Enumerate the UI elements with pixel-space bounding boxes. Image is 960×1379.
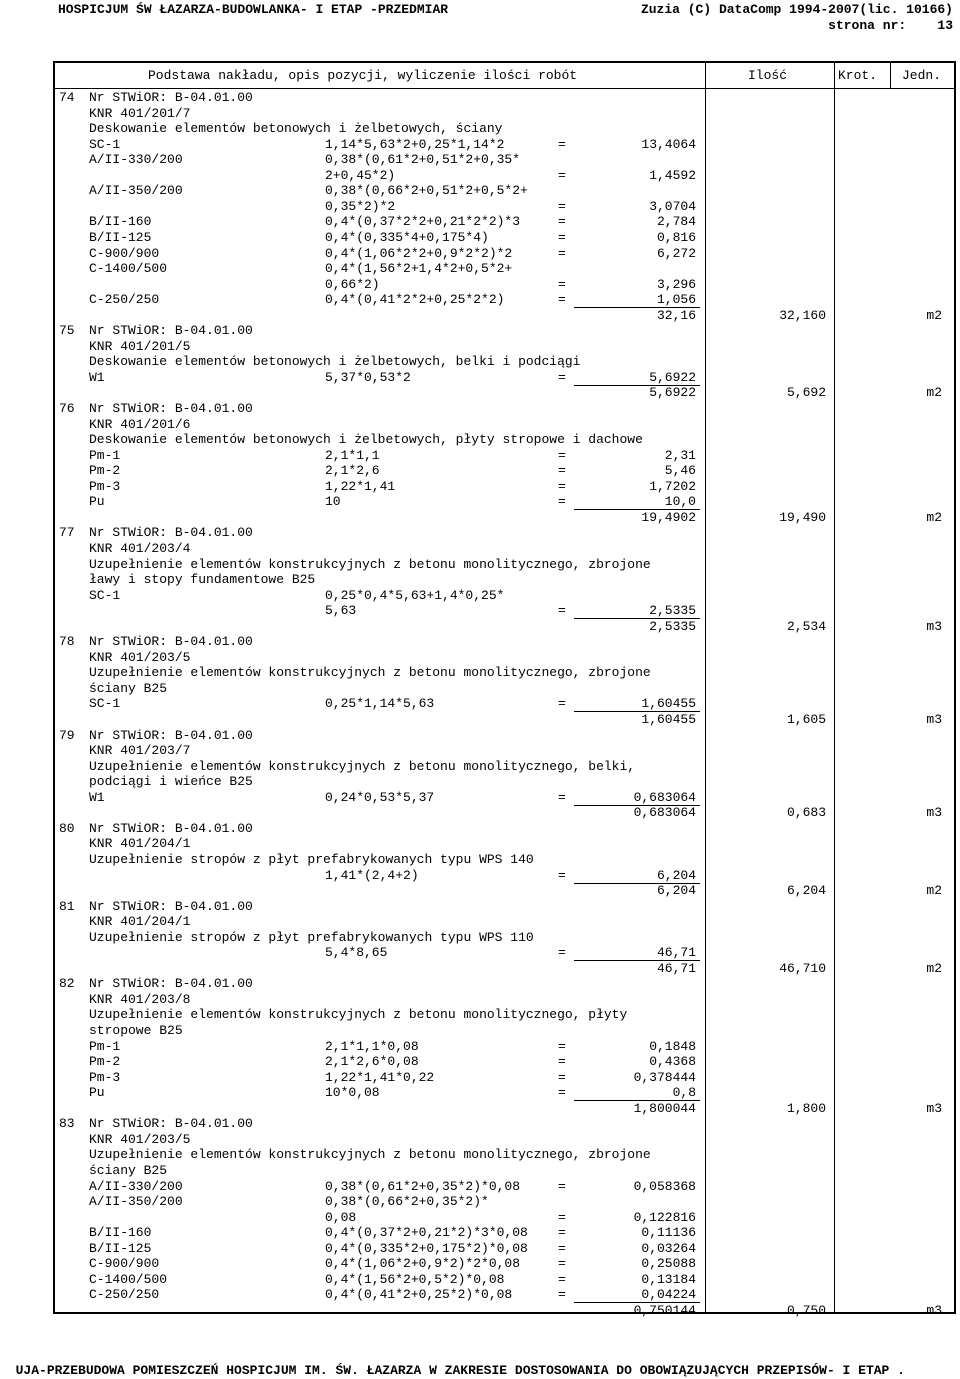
calc-value: 10,0	[664, 494, 696, 510]
table-row	[55, 1194, 954, 1210]
table-row	[55, 183, 954, 199]
position-description: Nr STWiOR: B-04.01.00	[89, 1116, 253, 1132]
equals-sign: =	[558, 478, 566, 494]
calc-value: 0,13184	[641, 1271, 696, 1287]
table-row	[55, 1241, 954, 1257]
table-row	[55, 541, 954, 557]
position-quantity: 19,490	[779, 509, 826, 525]
position-description: Uzupełnienie elementów konstrukcyjnych z betonu monolitycznego, belki,	[89, 758, 636, 774]
position-description: KNR 401/204/1	[89, 836, 191, 852]
element-label: SC-1	[89, 587, 121, 603]
calc-value: 3,296	[656, 276, 696, 292]
table-row	[55, 790, 954, 806]
position-description: Nr STWiOR: B-04.01.00	[89, 525, 253, 541]
position-sum: 0,750144	[633, 1302, 696, 1318]
equals-sign: =	[558, 463, 566, 479]
table-row	[55, 261, 954, 277]
calc-value: 1,7202	[649, 478, 696, 494]
position-description: stropowe B25	[89, 1023, 183, 1038]
table-row	[55, 588, 954, 604]
table-row	[55, 961, 954, 977]
position-description: KNR 401/203/7	[89, 743, 191, 759]
element-label: Pu	[89, 494, 105, 510]
equals-sign: =	[558, 1256, 566, 1272]
table-row	[55, 432, 954, 448]
calc-value: 1,60455	[641, 696, 696, 712]
equals-sign: =	[558, 1209, 566, 1225]
calc-value: 46,71	[656, 945, 696, 961]
software-license: Zuzia (C) DataComp 1994-2007(lic. 10166)	[640, 2, 953, 17]
calc-expression: 5,63	[325, 603, 357, 619]
equals-sign: =	[558, 945, 566, 961]
equals-sign: =	[558, 1054, 566, 1070]
position-description: KNR 401/204/1	[89, 914, 191, 930]
table-row	[55, 385, 954, 401]
calc-expression: 0,4*(1,06*2*2+0,9*2*2)*2	[325, 245, 513, 261]
calc-expression: 0,4*(1,06*2+0,9*2)*2*0,08	[325, 1256, 521, 1272]
col-quantity: Ilość	[748, 68, 788, 83]
table-header	[55, 63, 954, 89]
table-row	[55, 976, 954, 992]
table-row	[55, 1163, 954, 1179]
element-label: Pm-1	[89, 1038, 121, 1054]
table-row	[55, 696, 954, 712]
table-row	[55, 1116, 954, 1132]
table-row	[55, 914, 954, 930]
equals-sign: =	[558, 229, 566, 245]
table-row	[55, 743, 954, 759]
calc-value: 5,46	[664, 463, 696, 479]
table-row	[55, 836, 954, 852]
position-quantity: 0,683	[786, 805, 826, 821]
calc-expression: 0,24*0,53*5,37	[325, 789, 435, 805]
position-unit: m3	[926, 1100, 942, 1116]
position-sum: 2,5335	[649, 618, 696, 634]
position-description: KNR 401/201/6	[89, 416, 191, 432]
col-unit: Jedn.	[902, 68, 942, 83]
equals-sign: =	[558, 447, 566, 463]
position-description: KNR 401/201/7	[89, 105, 191, 121]
table-row	[55, 1287, 954, 1303]
equals-sign: =	[558, 1240, 566, 1256]
calc-expression: 0,66*2)	[325, 276, 380, 292]
table-row	[55, 650, 954, 666]
element-label: SC-1	[89, 136, 121, 152]
table-row	[55, 572, 954, 588]
element-label: C-900/900	[89, 245, 160, 261]
table-row	[55, 992, 954, 1008]
element-label: A/II-330/200	[89, 1178, 183, 1194]
col-description: Podstawa nakładu, opis pozycji, wyliczenie ilości robót	[148, 68, 578, 83]
position-description: Nr STWiOR: B-04.01.00	[89, 820, 253, 836]
element-label: W1	[89, 789, 105, 805]
position-sum: 6,204	[656, 883, 696, 899]
position-quantity: 5,692	[786, 385, 826, 401]
calc-value: 0,25088	[641, 1256, 696, 1272]
position-quantity: 0,750	[786, 1302, 826, 1318]
position-description: podciągi i wieńce B25	[89, 774, 253, 790]
element-label: B/II-125	[89, 229, 152, 245]
calc-expression: 0,38*(0,66*2+0,51*2+0,5*2+	[325, 183, 528, 199]
calc-expression: 0,4*(0,37*2*2+0,21*2*2)*3	[325, 214, 521, 230]
document-title: HOSPICJUM ŚW ŁAZARZA-BUDOWLANKA- I ETAP -PRZEDMIAR	[58, 2, 449, 17]
table-row	[55, 494, 954, 510]
element-label: Pm-2	[89, 1054, 121, 1070]
equals-sign: =	[558, 369, 566, 385]
calc-expression: 1,22*1,41	[325, 478, 396, 494]
position-number: 81	[59, 898, 75, 914]
table-row	[55, 1085, 954, 1101]
calc-expression: 5,37*0,53*2	[325, 369, 411, 385]
table-row	[55, 1210, 954, 1226]
position-description: ściany B25	[89, 1162, 168, 1178]
calc-expression: 0,38*(0,61*2+0,51*2+0,35*	[325, 152, 521, 168]
equals-sign: =	[558, 1085, 566, 1101]
position-number: 78	[59, 634, 75, 650]
table-row	[55, 90, 954, 106]
element-label: C-1400/500	[89, 261, 168, 277]
element-label: Pm-3	[89, 1069, 121, 1085]
equals-sign: =	[558, 292, 566, 308]
calc-expression: 0,38*(0,61*2+0,35*2)*0,08	[325, 1178, 521, 1194]
table-row	[55, 712, 954, 728]
table-row	[55, 370, 954, 386]
element-label: Pm-3	[89, 478, 121, 494]
table-row	[55, 246, 954, 262]
position-unit: m3	[926, 618, 942, 634]
position-description: KNR 401/203/5	[89, 1131, 191, 1147]
element-label: A/II-330/200	[89, 152, 183, 168]
position-number: 82	[59, 976, 75, 992]
calc-expression: 5,4*8,65	[325, 945, 388, 961]
position-quantity: 46,710	[779, 960, 826, 976]
equals-sign: =	[558, 1287, 566, 1303]
calc-value: 0,683064	[633, 789, 696, 805]
position-description: KNR 401/203/4	[89, 540, 191, 556]
calc-value: 0,058368	[633, 1178, 696, 1194]
table-row	[55, 1225, 954, 1241]
table-row	[55, 463, 954, 479]
position-sum: 5,6922	[649, 385, 696, 401]
calc-expression: 2+0,45*2)	[325, 167, 396, 183]
position-sum: 1,800044	[633, 1100, 696, 1116]
table-row	[55, 681, 954, 697]
calc-expression: 1,41*(2,4+2)	[325, 867, 419, 883]
position-description: Deskowanie elementów betonowych i żelbetowych, belki i podciągi	[89, 354, 581, 370]
table-row	[55, 1132, 954, 1148]
position-quantity: 6,204	[786, 883, 826, 899]
position-unit: m2	[926, 307, 942, 323]
table-row	[55, 1023, 954, 1039]
position-number: 75	[59, 323, 75, 339]
calc-expression: 1,14*5,63*2+0,25*1,14*2	[325, 136, 505, 152]
element-label: Pm-1	[89, 447, 121, 463]
position-description: Nr STWiOR: B-04.01.00	[89, 976, 253, 992]
table-row	[55, 1007, 954, 1023]
element-label: C-250/250	[89, 292, 160, 308]
equals-sign: =	[558, 276, 566, 292]
table-row	[55, 339, 954, 355]
table-row	[55, 308, 954, 324]
equals-sign: =	[558, 696, 566, 712]
position-description: Deskowanie elementów betonowych i żelbetowych, ściany	[89, 121, 503, 137]
position-quantity: 32,160	[779, 307, 826, 323]
calc-value: 6,272	[656, 245, 696, 261]
table-row	[55, 510, 954, 526]
position-description: Nr STWiOR: B-04.01.00	[89, 634, 253, 650]
page-number-value: 13	[937, 18, 953, 33]
table-row	[55, 121, 954, 137]
element-label: Pu	[89, 1085, 105, 1101]
calc-expression: 2,1*2,6	[325, 463, 380, 479]
position-unit: m3	[926, 805, 942, 821]
calc-expression: 1,22*1,41*0,22	[325, 1069, 435, 1085]
calc-expression: 0,25*1,14*5,63	[325, 696, 435, 712]
position-sum: 0,683064	[633, 805, 696, 821]
position-unit: m3	[926, 712, 942, 727]
calc-value: 2,31	[664, 447, 696, 463]
calc-value: 6,204	[656, 867, 696, 883]
calc-value: 2,784	[656, 214, 696, 230]
table-row	[55, 277, 954, 293]
calc-expression: 0,38*(0,66*2+0,35*2)*	[325, 1194, 489, 1210]
position-description: Nr STWiOR: B-04.01.00	[89, 898, 253, 914]
table-row	[55, 448, 954, 464]
position-unit: m2	[926, 509, 942, 525]
calc-expression: 2,1*1,1	[325, 447, 380, 463]
equals-sign: =	[558, 1038, 566, 1054]
calc-expression: 0,4*(0,335*2+0,175*2)*0,08	[325, 1240, 528, 1256]
calc-expression: 10*0,08	[325, 1085, 380, 1101]
table-row	[55, 665, 954, 681]
table-row	[55, 152, 954, 168]
table-row	[55, 1070, 954, 1086]
calc-expression: 2,1*1,1*0,08	[325, 1038, 419, 1054]
element-label: A/II-350/200	[89, 183, 183, 199]
calc-expression: 0,4*(0,37*2+0,21*2)*3*0,08	[325, 1225, 528, 1241]
table-row	[55, 1303, 954, 1319]
calc-value: 0,378444	[633, 1069, 696, 1085]
element-label: C-250/250	[89, 1287, 160, 1303]
table-row	[55, 883, 954, 899]
table-row	[55, 525, 954, 541]
calc-expression: 0,4*(0,335*4+0,175*4)	[325, 229, 489, 245]
calc-expression: 0,25*0,4*5,63+1,4*0,25*	[325, 587, 505, 603]
position-quantity: 2,534	[786, 618, 826, 634]
calc-value: 0,04224	[641, 1287, 696, 1303]
estimate-table	[53, 61, 956, 1318]
table-row	[55, 417, 954, 433]
position-description: Nr STWiOR: B-04.01.00	[89, 90, 253, 105]
equals-sign: =	[558, 603, 566, 619]
table-row	[55, 292, 954, 308]
table-row	[55, 1039, 954, 1055]
equals-sign: =	[558, 245, 566, 261]
calc-expression: 0,4*(0,41*2*2+0,25*2*2)	[325, 292, 505, 308]
equals-sign: =	[558, 136, 566, 152]
page-label: strona nr:	[828, 18, 907, 33]
element-label: A/II-350/200	[89, 1194, 183, 1210]
equals-sign: =	[558, 1069, 566, 1085]
position-description: Nr STWiOR: B-04.01.00	[89, 323, 253, 339]
calc-value: 5,6922	[649, 369, 696, 385]
table-row	[55, 354, 954, 370]
col-krot: Krot.	[838, 68, 878, 83]
table-row	[55, 168, 954, 184]
table-row	[55, 323, 954, 339]
position-number: 83	[59, 1116, 75, 1132]
table-row	[55, 930, 954, 946]
position-description: KNR 401/203/5	[89, 649, 191, 665]
element-label: SC-1	[89, 696, 121, 712]
position-description: Deskowanie elementów betonowych i żelbetowych, płyty stropowe i dachowe	[89, 432, 643, 448]
position-description: ściany B25	[89, 680, 168, 696]
table-row	[55, 137, 954, 153]
table-row	[55, 619, 954, 635]
calc-expression: 0,08	[325, 1209, 357, 1225]
position-description: Uzupełnienie stropów z płyt prefabrykowanych typu WPS 140	[89, 851, 534, 867]
table-row	[55, 230, 954, 246]
position-number: 80	[59, 820, 75, 836]
table-row	[55, 945, 954, 961]
position-description: Nr STWiOR: B-04.01.00	[89, 401, 253, 416]
table-row	[55, 1179, 954, 1195]
footer-text: UJA-PRZEBUDOWA POMIESZCZEŃ HOSPICJUM IM. ŚW. ŁAZARZA W ZAKRESIE DOSTOSOWANIA DO OBOWIĄZUJĄCYCH PRZEPISÓW- I ETAP .	[15, 1363, 905, 1378]
element-label: C-1400/500	[89, 1271, 168, 1287]
page-number	[828, 18, 953, 34]
position-sum: 32,16	[656, 307, 696, 323]
table-row	[55, 728, 954, 744]
table-row	[55, 557, 954, 573]
position-number: 76	[59, 401, 75, 416]
element-label: C-900/900	[89, 1256, 160, 1272]
table-row	[55, 868, 954, 884]
equals-sign: =	[558, 167, 566, 183]
table-row	[55, 821, 954, 837]
page-header	[0, 2, 960, 36]
equals-sign: =	[558, 1271, 566, 1287]
calc-value: 0,122816	[633, 1209, 696, 1225]
table-row	[55, 1256, 954, 1272]
position-description: KNR 401/201/5	[89, 338, 191, 354]
position-sum: 46,71	[656, 960, 696, 976]
divider-unit	[890, 63, 891, 89]
position-description: Nr STWiOR: B-04.01.00	[89, 727, 253, 743]
page-footer	[0, 1347, 960, 1378]
table-row	[55, 401, 954, 417]
position-description: KNR 401/203/8	[89, 991, 191, 1007]
calc-value: 0,8	[672, 1085, 696, 1101]
calc-value: 0,11136	[641, 1225, 696, 1241]
position-description: Uzupełnienie elementów konstrukcyjnych z betonu monolitycznego, zbrojone	[89, 1147, 651, 1163]
equals-sign: =	[558, 789, 566, 805]
table-row	[55, 852, 954, 868]
position-unit: m3	[926, 1302, 942, 1318]
calc-expression: 0,4*(1,56*2+1,4*2+0,5*2+	[325, 261, 513, 277]
position-unit: m2	[926, 883, 942, 899]
equals-sign: =	[558, 214, 566, 230]
equals-sign: =	[558, 1225, 566, 1241]
position-description: Uzupełnienie stropów z płyt prefabrykowanych typu WPS 110	[89, 929, 534, 945]
element-label: B/II-125	[89, 1240, 152, 1256]
table-row	[55, 774, 954, 790]
position-unit: m2	[926, 385, 942, 401]
position-sum: 19,4902	[641, 509, 696, 525]
calc-value: 2,5335	[649, 603, 696, 619]
table-row	[55, 603, 954, 619]
position-unit: m2	[926, 960, 942, 976]
position-quantity: 1,800	[786, 1100, 826, 1116]
element-label: W1	[89, 369, 105, 385]
position-number: 79	[59, 727, 75, 743]
calc-value: 1,056	[656, 292, 696, 308]
element-label: B/II-160	[89, 1225, 152, 1241]
calc-value: 3,0704	[649, 198, 696, 214]
table-row	[55, 199, 954, 215]
position-number: 77	[59, 525, 75, 541]
calc-expression: 0,35*2)*2	[325, 198, 396, 214]
element-label: B/II-160	[89, 214, 152, 230]
table-row	[55, 634, 954, 650]
calc-value: 1,4592	[649, 167, 696, 183]
position-quantity: 1,605	[786, 712, 826, 727]
table-row	[55, 899, 954, 915]
table-row	[55, 214, 954, 230]
position-description: Uzupełnienie elementów konstrukcyjnych z betonu monolitycznego, płyty	[89, 1007, 628, 1023]
equals-sign: =	[558, 198, 566, 214]
table-row	[55, 106, 954, 122]
calc-value: 13,4064	[641, 136, 696, 152]
position-description: Uzupełnienie elementów konstrukcyjnych z betonu monolitycznego, zbrojone	[89, 556, 651, 572]
calc-expression: 0,4*(1,56*2+0,5*2)*0,08	[325, 1271, 505, 1287]
position-description: Uzupełnienie elementów konstrukcyjnych z betonu monolitycznego, zbrojone	[89, 665, 651, 681]
table-row	[55, 1101, 954, 1117]
calc-expression: 2,1*2,6*0,08	[325, 1054, 419, 1070]
table-row	[55, 479, 954, 495]
element-label: Pm-2	[89, 463, 121, 479]
calc-value: 0,03264	[641, 1240, 696, 1256]
position-description: ławy i stopy fundamentowe B25	[89, 572, 316, 588]
table-row	[55, 1054, 954, 1070]
position-sum: 1,60455	[641, 712, 696, 727]
table-row	[55, 759, 954, 775]
calc-expression: 10	[325, 494, 341, 510]
position-number: 74	[59, 90, 75, 105]
table-row	[55, 1272, 954, 1288]
equals-sign: =	[558, 494, 566, 510]
calc-expression: 0,4*(0,41*2+0,25*2)*0,08	[325, 1287, 513, 1303]
calc-value: 0,1848	[649, 1038, 696, 1054]
table-row	[55, 805, 954, 821]
calc-value: 0,816	[656, 229, 696, 245]
table-row	[55, 1147, 954, 1163]
equals-sign: =	[558, 1178, 566, 1194]
equals-sign: =	[558, 867, 566, 883]
calc-value: 0,4368	[649, 1054, 696, 1070]
